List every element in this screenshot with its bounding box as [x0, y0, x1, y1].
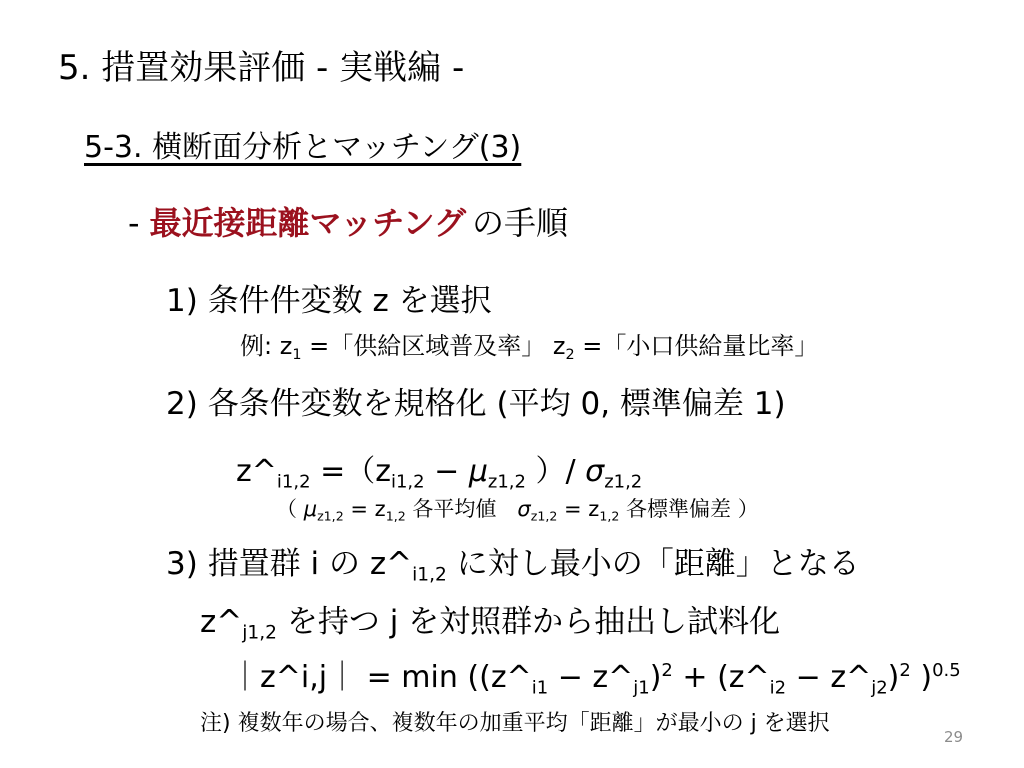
- d-s3: i2: [769, 677, 787, 699]
- d-s1: i1: [531, 677, 549, 699]
- step1-line: [166, 275, 492, 320]
- d-e: − z^: [786, 660, 872, 695]
- d-p1: 2: [661, 660, 673, 682]
- step3-label: 3): [166, 546, 198, 582]
- d-f: ): [887, 660, 900, 695]
- f-div: ）/: [525, 454, 586, 489]
- d-s2: j1: [633, 677, 650, 699]
- d-g: ): [910, 660, 933, 695]
- n-sigma: σ: [517, 497, 531, 521]
- d-c: ): [649, 660, 662, 695]
- step3-line1-a: 措置群 i の z^: [207, 546, 413, 582]
- step3-line1-b: に対し最小の「距離」となる: [446, 546, 860, 582]
- n-eq2: = z: [557, 497, 600, 521]
- step3-line2-sub: j1,2: [242, 622, 277, 644]
- step1-label: 1): [166, 283, 198, 319]
- step1-example: [240, 326, 818, 363]
- step2-text: 各条件変数を規格化 (平均 0, 標準偏差 1): [207, 386, 786, 422]
- example-end: =「小口供給量比率」: [574, 332, 819, 360]
- d-p2: 2: [899, 660, 911, 682]
- f-sub-i12: i1,2: [276, 471, 311, 493]
- mu-symbol: μ: [468, 454, 488, 489]
- heading-rest: の手順: [472, 204, 569, 242]
- step3-line1-sub: i1,2: [412, 564, 447, 586]
- footnote: 注) 複数年の場合、複数年の加重平均「距離」が最小の j を選択: [200, 711, 830, 736]
- n-text2: 各標準偏差 ）: [619, 497, 759, 521]
- step3-line2: [200, 596, 780, 644]
- f-z: z^: [236, 454, 277, 489]
- d-d: + (z^: [672, 660, 770, 695]
- d-p3: 0.5: [932, 660, 961, 682]
- step2-label: 2): [166, 386, 198, 422]
- example-sub1: 1: [292, 347, 302, 364]
- n-sub-a: z1,2: [317, 508, 344, 524]
- d-a: ｜z^i,j｜ = min ((z^: [230, 660, 532, 695]
- step3-line1: [166, 538, 860, 586]
- step1-text: 条件件変数 z を選択: [207, 283, 492, 319]
- n-sub-d: 1,2: [599, 508, 620, 524]
- n-sub-c: z1,2: [530, 508, 558, 524]
- section-subtitle: 5-3. 横断面分析とマッチング(3): [84, 130, 522, 165]
- n-sub-b: 1,2: [385, 508, 406, 524]
- distance-formula: [230, 652, 961, 698]
- f-sub-i12b: i1,2: [390, 471, 425, 493]
- f-sub-z12b: z1,2: [604, 471, 643, 493]
- d-s4: j2: [871, 677, 888, 699]
- standardize-note: [276, 493, 759, 523]
- n-mu: μ: [303, 497, 318, 521]
- n-open: （: [276, 497, 304, 521]
- standardize-formula: [236, 446, 642, 492]
- example-mid: =「供給区域普及率」 z: [301, 332, 566, 360]
- heading-highlight: 最近接距離マッチング: [149, 204, 467, 242]
- step3-line2-a: z^: [200, 604, 243, 640]
- f-minus: −: [424, 454, 469, 489]
- slide-title: 5. 措置効果評価 - 実戦編 -: [58, 48, 465, 88]
- page-number: 29: [944, 728, 964, 746]
- f-sub-z12: z1,2: [487, 471, 526, 493]
- n-eq1: = z: [343, 497, 386, 521]
- example-prefix: 例: z: [240, 332, 293, 360]
- procedure-heading: [128, 198, 568, 244]
- step3-line2-b: を持つ j を対照群から抽出し試料化: [277, 604, 781, 640]
- d-b: − z^: [548, 660, 634, 695]
- heading-dash: -: [128, 204, 140, 242]
- f-eq: =（z: [310, 454, 391, 489]
- sigma-symbol: σ: [585, 454, 605, 489]
- n-text1: 各平均値: [405, 497, 518, 521]
- example-sub2: 2: [565, 347, 575, 364]
- step2-line: [166, 378, 786, 423]
